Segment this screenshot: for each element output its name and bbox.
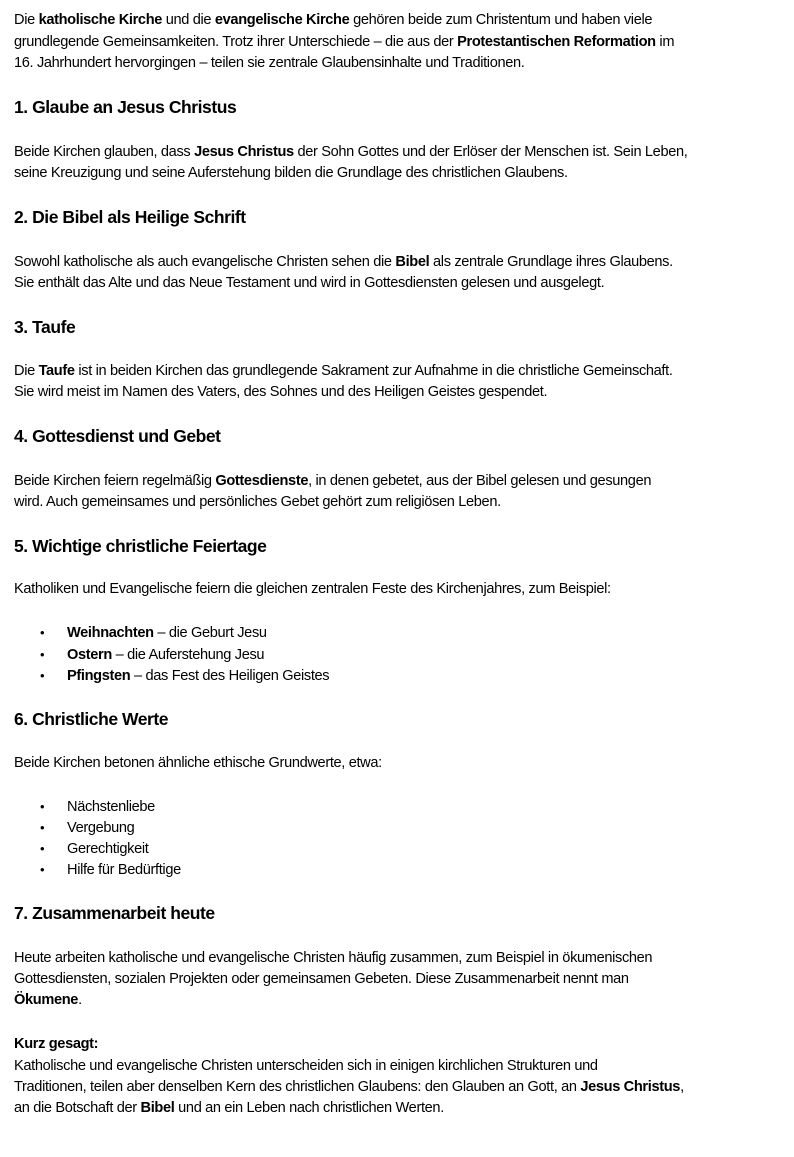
list-item xyxy=(40,817,134,839)
text: Sowohl katholische als auch evangelische Christen sehen die xyxy=(14,254,396,270)
section-line xyxy=(14,492,501,513)
text: Katholische und evangelische Christen unterscheiden sich in einigen kirchlichen Strukturen und xyxy=(14,1058,598,1074)
text: Heute arbeiten katholische und evangelische Christen häufig zusammen, zum Beispiel in ökumenischen xyxy=(14,950,653,966)
text: – das Fest des Heiligen Geistes xyxy=(130,668,330,684)
bullet-icon: • xyxy=(40,862,45,877)
bold-term: Gottesdienste xyxy=(215,473,309,489)
section-heading: 7. Zusammenarbeit heute xyxy=(14,903,215,923)
section-line xyxy=(14,753,382,774)
section-line xyxy=(14,471,651,492)
section-heading: 4. Gottesdienst und Gebet xyxy=(14,426,221,446)
section-heading: 6. Christliche Werte xyxy=(14,709,169,729)
bullet-icon: • xyxy=(40,799,45,814)
section-heading: 1. Glaube an Jesus Christus xyxy=(14,97,237,117)
bold-term: Bibel xyxy=(395,254,430,270)
text: als zentrale Grundlage ihres Glaubens. xyxy=(429,254,673,270)
bold-term: evangelische Kirche xyxy=(214,12,350,28)
section-heading: 2. Die Bibel als Heilige Schrift xyxy=(14,207,246,227)
text: , in denen gebetet, aus der Bibel gelesen und gesungen xyxy=(308,473,652,489)
text: Hilfe für Bedürftige xyxy=(67,862,181,878)
text: Nächstenliebe xyxy=(67,799,155,815)
intro-line-3 xyxy=(14,53,524,74)
text: Sie wird meist im Namen des Vaters, des Sohnes und des Heiligen Geistes gespendet. xyxy=(14,384,548,400)
summary-line xyxy=(14,1077,684,1098)
bullet-icon: • xyxy=(40,647,45,662)
section-heading: 3. Taufe xyxy=(14,317,76,337)
text: der Sohn Gottes und der Erlöser der Menschen ist. Sein Leben, xyxy=(293,144,688,160)
section-line xyxy=(14,163,568,184)
list-item xyxy=(40,644,264,666)
text: Die xyxy=(14,12,39,28)
text: Beide Kirchen betonen ähnliche ethische Grundwerte, etwa: xyxy=(14,755,382,771)
section-line xyxy=(14,252,673,273)
text: Gerechtigkeit xyxy=(67,841,149,857)
bold-term: Jesus Christus xyxy=(194,144,294,160)
bold-term: katholische Kirche xyxy=(38,12,163,28)
bold-term: Bibel xyxy=(140,1100,175,1116)
section-line xyxy=(14,990,82,1011)
list-item xyxy=(40,796,155,818)
text: im xyxy=(655,34,675,50)
text: grundlegende Gemeinsamkeiten. Trotz ihrer Unterschiede – die aus der xyxy=(14,34,458,50)
text: Traditionen, teilen aber denselben Kern des christlichen Glaubens: den Glauben an Gott, an xyxy=(14,1079,581,1095)
list-item xyxy=(40,622,267,644)
bullet-icon: • xyxy=(40,668,45,683)
summary-line xyxy=(14,1098,444,1119)
section-line xyxy=(14,969,629,990)
section-line xyxy=(14,948,652,969)
section-line xyxy=(14,273,604,294)
section-heading: 5. Wichtige christliche Feiertage xyxy=(14,536,267,556)
bold-term: Ökumene xyxy=(14,992,79,1008)
text: – die Auferstehung Jesu xyxy=(111,647,265,663)
text: gehören beide zum Christentum und haben viele xyxy=(349,12,653,28)
text: Beide Kirchen glauben, dass xyxy=(14,144,195,160)
text: 16. Jahrhundert hervorgingen – teilen sie zentrale Glaubensinhalte und Traditionen. xyxy=(14,55,525,71)
text: und die xyxy=(162,12,215,28)
bullet-icon: • xyxy=(40,820,45,835)
summary-line xyxy=(14,1056,598,1077)
bold-term: Ostern xyxy=(67,647,112,663)
bullet-icon: • xyxy=(40,625,45,640)
text: , xyxy=(680,1079,684,1095)
list-item xyxy=(40,838,148,860)
section-line xyxy=(14,579,611,600)
text: Katholiken und Evangelische feiern die gleichen zentralen Feste des Kirchenjahres, zum Beispiel: xyxy=(14,581,611,597)
bullet-icon: • xyxy=(40,841,45,856)
text: . xyxy=(78,992,82,1008)
intro-line-1 xyxy=(14,10,652,31)
text: – die Geburt Jesu xyxy=(153,625,267,641)
list-item xyxy=(40,859,181,881)
bold-term: Pfingsten xyxy=(67,668,131,684)
text: ist in beiden Kirchen das grundlegende Sakrament zur Aufnahme in die christliche Gemeinschaft. xyxy=(74,363,673,379)
section-line xyxy=(14,382,547,403)
summary-label: Kurz gesagt: xyxy=(14,1036,99,1052)
list-item xyxy=(40,665,329,687)
text: Sie enthält das Alte und das Neue Testament und wird in Gottesdiensten gelesen und ausgelegt. xyxy=(14,275,605,291)
text: Die xyxy=(14,363,39,379)
text: seine Kreuzigung und seine Auferstehung bilden die Grundlage des christlichen Glaubens. xyxy=(14,165,568,181)
text: an die Botschaft der xyxy=(14,1100,141,1116)
bold-term: Jesus Christus xyxy=(580,1079,681,1095)
text: Beide Kirchen feiern regelmäßig xyxy=(14,473,216,489)
intro-line-2 xyxy=(14,32,674,53)
text: und an ein Leben nach christlichen Werten. xyxy=(174,1100,444,1116)
text: Gottesdiensten, sozialen Projekten oder gemeinsamen Gebeten. Diese Zusammenarbeit nennt man xyxy=(14,971,629,987)
text: wird. Auch gemeinsames und persönliches Gebet gehört zum religiösen Leben. xyxy=(14,494,501,510)
bold-term: Protestantischen Reformation xyxy=(457,34,656,50)
text: Vergebung xyxy=(67,820,135,836)
section-line xyxy=(14,142,687,163)
bold-term: Taufe xyxy=(38,363,75,379)
bold-term: Weihnachten xyxy=(67,625,154,641)
section-line xyxy=(14,361,673,382)
